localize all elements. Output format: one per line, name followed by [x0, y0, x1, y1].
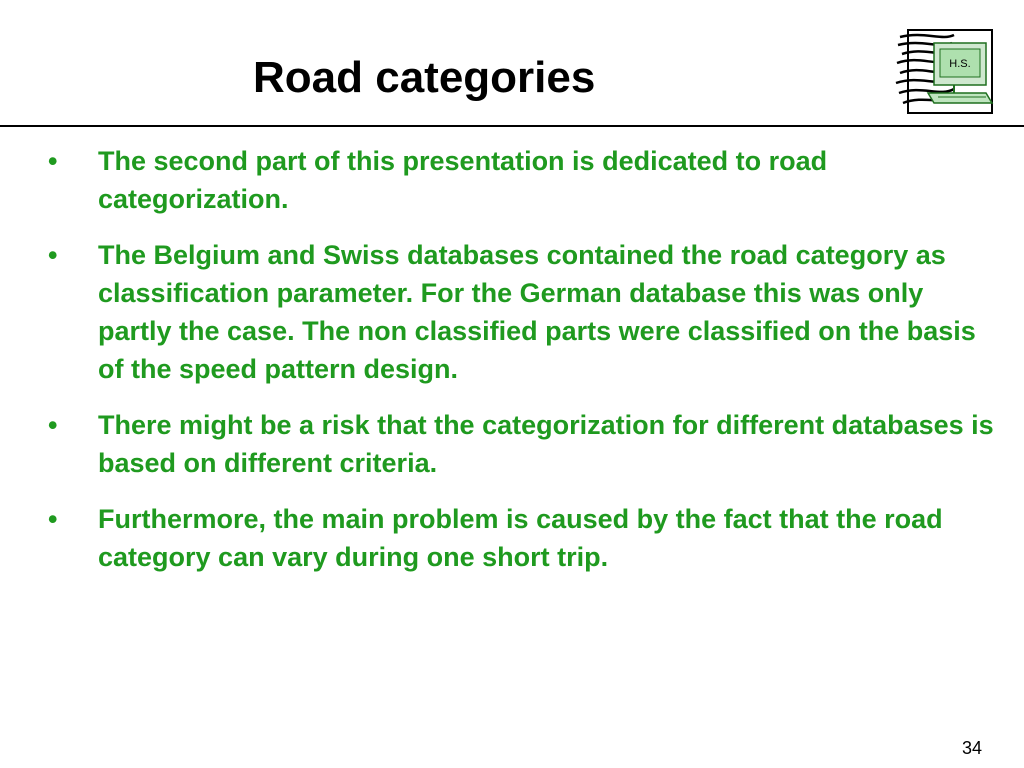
- bullet-item: [40, 500, 1000, 576]
- computer-sketch-icon: [894, 27, 994, 115]
- logo-drawing: [894, 27, 994, 115]
- bullet-item: [40, 406, 1000, 482]
- bullet-item: [40, 142, 1000, 218]
- bullet-list: [40, 142, 1000, 594]
- bullet-marker: •: [48, 410, 58, 440]
- bullet-text: The Belgium and Swiss databases contained the road category as classification parameter. For the German database this was only partly the case. The non classified parts were classified on the basis of the speed pattern design.: [98, 240, 976, 384]
- bullet-item: [40, 236, 1000, 388]
- bullet-text: The second part of this presentation is dedicated to road categorization.: [98, 146, 828, 214]
- bullet-marker: •: [48, 504, 58, 534]
- page-number: 34: [961, 738, 982, 758]
- slide-title: Road categories: [253, 53, 596, 102]
- title-divider: [0, 125, 1024, 127]
- bullet-marker: •: [48, 240, 58, 270]
- bullet-marker: •: [48, 146, 58, 176]
- bullet-text: Furthermore, the main problem is caused by the fact that the road category can vary during one short trip.: [98, 504, 943, 572]
- bullet-text: There might be a risk that the categorization for different databases is based on different criteria.: [98, 410, 994, 478]
- logo-text: H.S.: [949, 58, 971, 70]
